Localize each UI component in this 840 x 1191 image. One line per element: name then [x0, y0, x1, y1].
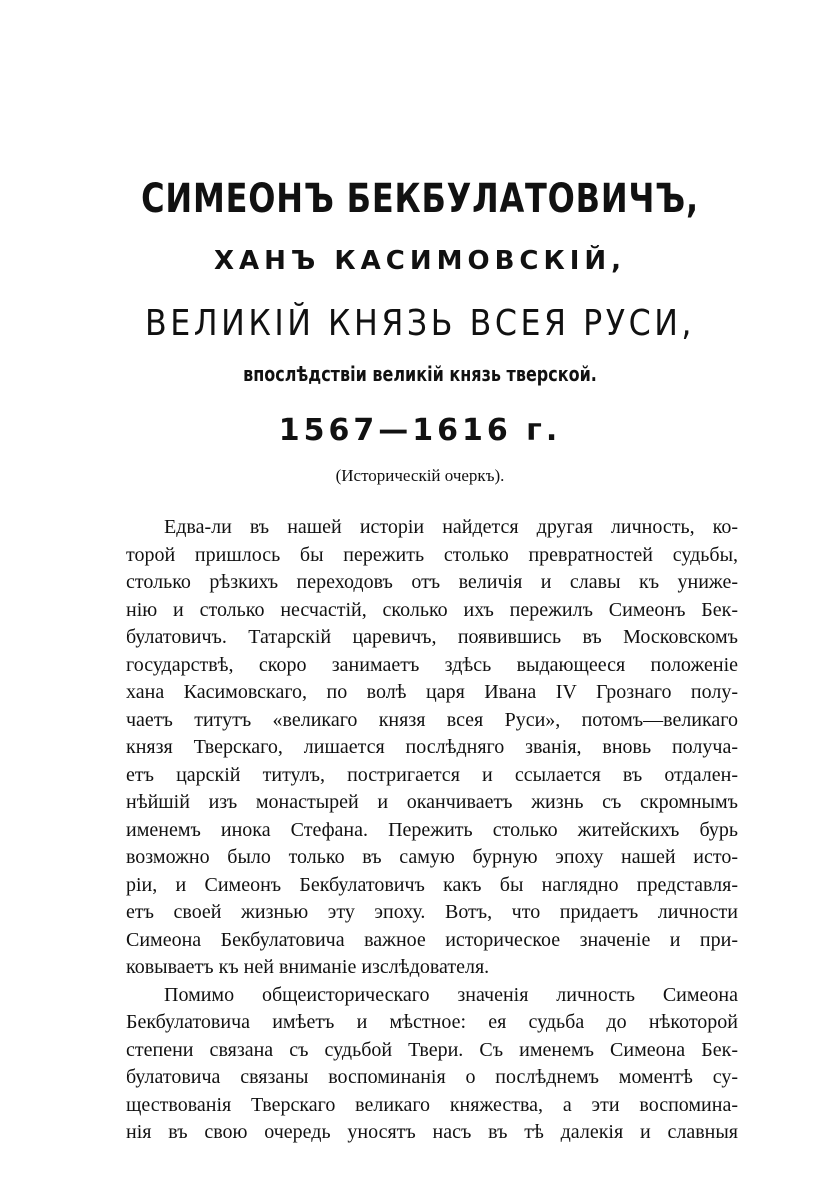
text-line: чаетъ титутъ «великаго князя всея Руси», потомъ—великаго: [126, 708, 738, 731]
text-line: етъ царскій титулъ, постригается и ссылается въ отдален-: [126, 763, 738, 786]
text-line: Едва-ли въ нашей исторіи найдется другая личность, ко-: [164, 516, 738, 538]
text-line: ковываетъ къ ней вниманіе изслѣдователя.: [126, 956, 490, 978]
text-line: именемъ инока Стефана. Пережить столько житейскихъ бурь: [126, 818, 738, 841]
years-line: 1567—1616 г.: [278, 413, 562, 448]
text-line: Бекбулатовича имѣетъ и мѣстное: ея судьба до нѣкоторой: [126, 1011, 738, 1033]
later-title-line: впослѣдствіи великій князь тверской.: [243, 362, 597, 386]
text-line: степени связана съ судьбой Твери. Съ именемъ Симеона Бек-: [126, 1038, 738, 1061]
text-line: нію и столько несчастій, сколько ихъ пережилъ Симеонъ Бек-: [126, 598, 738, 621]
grand-prince-title-line: ВЕЛИКІЙ КНЯЗЬ ВСЕЯ РУСИ,: [144, 303, 696, 344]
text-line: ществованія Тверскаго великаго княжества, а эти воспомина-: [126, 1093, 738, 1116]
khan-title-line: ХАНЪ КАСИМОВСКІЙ,: [213, 246, 627, 276]
body-text: [126, 514, 738, 1147]
text-line: Симеона Бекбулатовича важное историческое значеніе и при-: [126, 928, 738, 951]
text-line: етъ своей жизнью эту эпоху. Вотъ, что придаетъ личности: [126, 901, 738, 923]
text-line: торой пришлось бы пережить столько превратностей судьбы,: [126, 543, 738, 566]
paragraph: [126, 982, 738, 1147]
text-line: булатовича связаны воспоминанія о послѣднемъ моментѣ су-: [126, 1066, 738, 1088]
text-line: хана Касимовскаго, по волѣ царя Ивана IV Грознаго полу-: [126, 681, 738, 703]
text-line: ріи, и Симеонъ Бекбулатовичъ какъ бы наглядно представля-: [126, 873, 738, 896]
paragraph: [126, 514, 738, 982]
text-line: Помимо общеисторическаго значенія личность Симеона: [164, 983, 738, 1006]
text-line: булатовичъ. Татарскій царевичъ, появившись въ Московскомъ: [126, 626, 738, 648]
text-line: нія въ свою очередь уносятъ насъ въ тѣ далекія и славныя: [126, 1121, 738, 1143]
text-line: столько рѣзкихъ переходовъ отъ величія и славы къ униже-: [126, 571, 738, 593]
subtitle: (Историческій очеркъ).: [335, 466, 505, 485]
text-line: нѣйшій изъ монастырей и оканчиваетъ жизнь съ скромнымъ: [126, 791, 738, 813]
text-line: государствѣ, скоро занимаетъ здѣсь выдающееся положеніе: [126, 653, 738, 676]
main-title: СИМЕОНЪ БЕКБУЛАТОВИЧЪ,: [141, 176, 699, 222]
text-line: князя Тверскаго, лишается послѣдняго званія, вновь получа-: [126, 736, 738, 758]
text-line: возможно было только въ самую бурную эпоху нашей исто-: [126, 846, 738, 868]
